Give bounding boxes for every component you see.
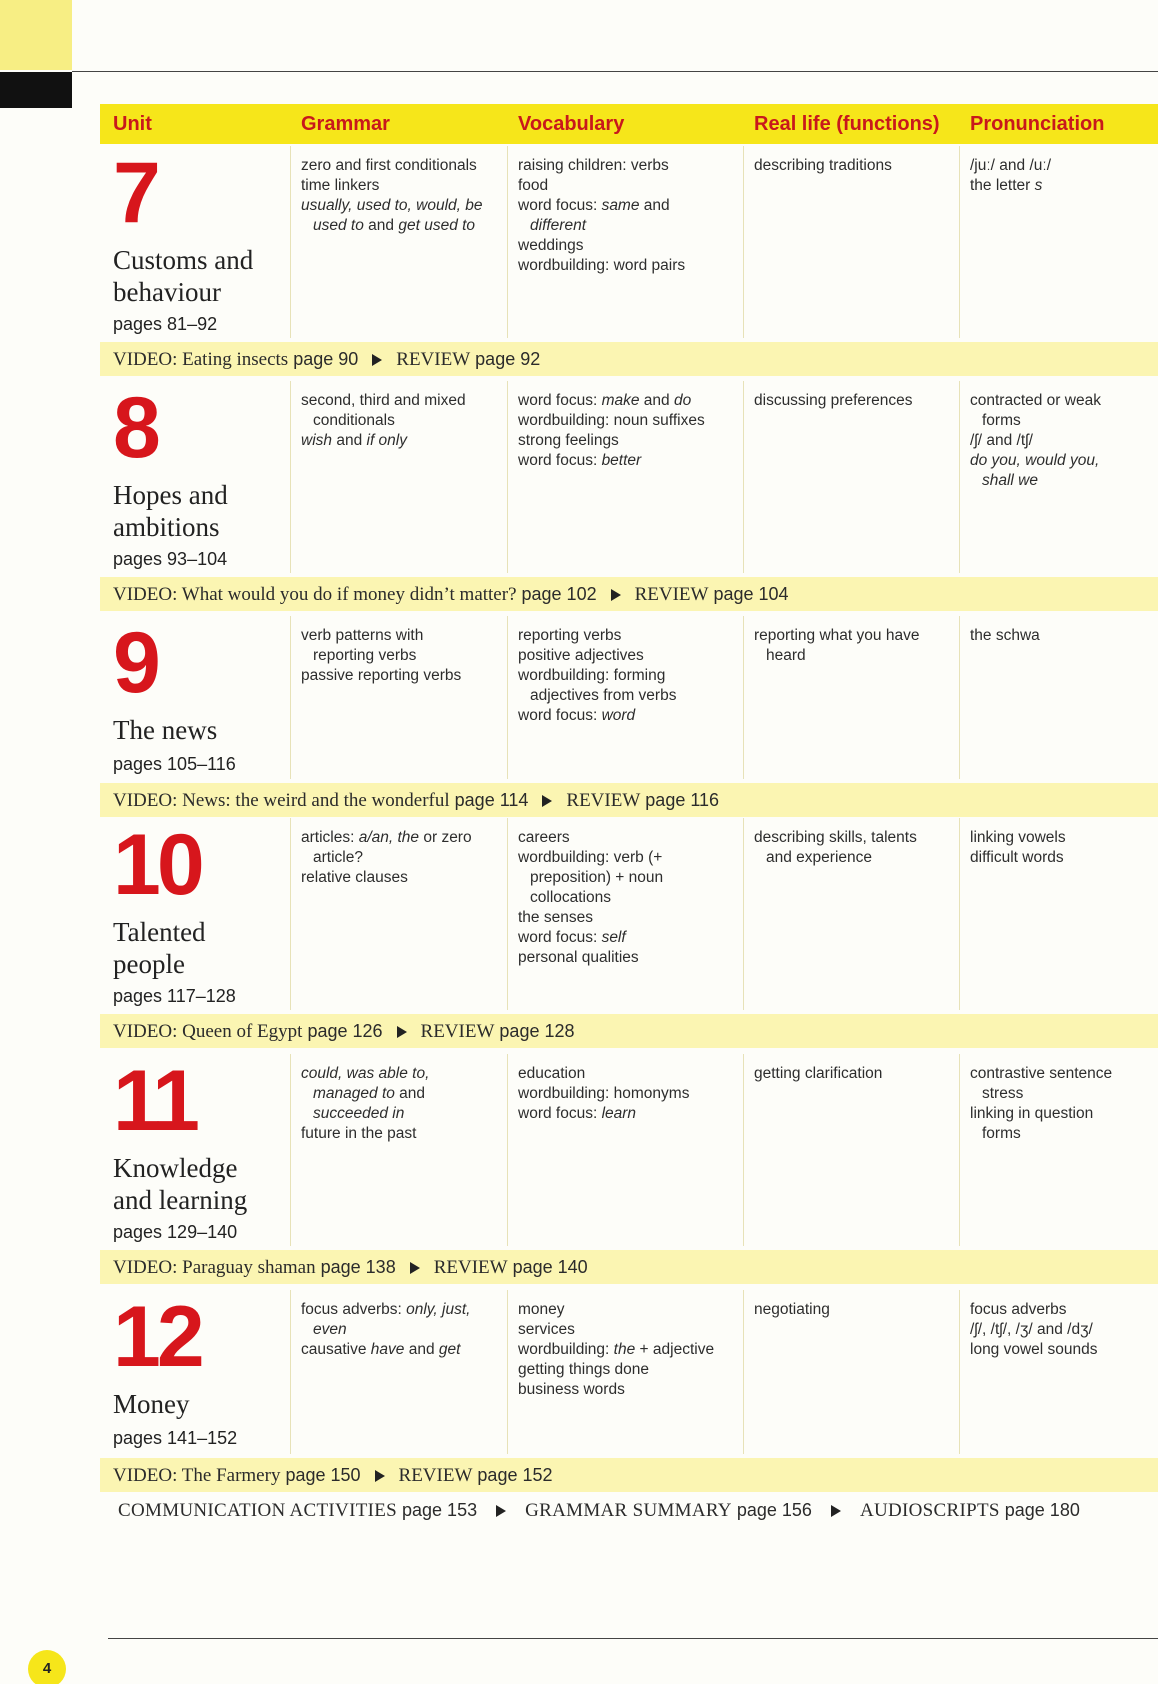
real-life-cell (754, 828, 917, 868)
video-title: VIDEO: Paraguay shaman (113, 1257, 316, 1278)
column-divider (743, 1290, 744, 1454)
grammar-cell (301, 391, 466, 451)
column-divider (959, 818, 960, 1010)
arrow-right-icon (831, 1505, 841, 1517)
column-divider (507, 1290, 508, 1454)
pronunciation-cell-line: shall we (982, 472, 1038, 489)
column-divider (743, 616, 744, 779)
real-life-cell (754, 156, 892, 176)
video-review-bar (100, 1458, 1158, 1492)
vocabulary-cell-line: word focus: word (518, 707, 636, 724)
real-life-cell (754, 626, 919, 666)
vocabulary-cell-line: positive adjectives (518, 647, 644, 664)
vocabulary-cell-line: raising children: verbs (518, 157, 669, 174)
column-divider (743, 381, 744, 573)
video-title: VIDEO: News: the weird and the wonderful (113, 790, 450, 811)
grammar-cell (301, 1300, 470, 1360)
column-divider (290, 616, 291, 779)
review-page: page 128 (499, 1021, 575, 1041)
vocabulary-cell-line: word focus: self (518, 929, 626, 946)
corner-yellow-tab (0, 0, 72, 70)
pronunciation-cell-line: linking in question (970, 1105, 1094, 1122)
vocabulary-cell (518, 828, 663, 968)
footer-grammar-page: page 156 (736, 1500, 812, 1520)
grammar-cell-line: even (313, 1321, 347, 1338)
pronunciation-cell-line: /ʃ/ and /tʃ/ (970, 432, 1033, 449)
pronunciation-cell-line: forms (982, 1125, 1021, 1142)
real-life-cell-line: describing skills, talents (754, 829, 917, 846)
vocabulary-cell-line: adjectives from verbs (530, 687, 677, 704)
table-header (100, 104, 1158, 144)
review-page: page 92 (475, 349, 541, 369)
video-review-bar (100, 342, 1158, 376)
unit-title: Customs and (113, 245, 254, 275)
unit-number: 8 (113, 380, 157, 476)
real-life-cell-line: heard (766, 647, 806, 664)
footer-audioscripts: AUDIOSCRIPTS (859, 1500, 1000, 1521)
vocabulary-cell-line: collocations (530, 889, 611, 906)
unit-title-line2: people (113, 949, 185, 979)
grammar-cell-line: usually, used to, would, be (301, 197, 483, 214)
pronunciation-cell-line: focus adverbs (970, 1301, 1067, 1318)
review-page: page 116 (645, 790, 720, 810)
pronunciation-cell-line: forms (982, 412, 1021, 429)
grammar-cell-line: passive reporting verbs (301, 667, 462, 684)
unit-title-line2: and learning (113, 1185, 248, 1215)
column-divider (959, 1290, 960, 1454)
vocabulary-cell-line: education (518, 1065, 586, 1082)
real-life-cell-line: and experience (766, 849, 872, 866)
unit-row (100, 818, 1158, 1008)
vocabulary-cell-line: money (518, 1301, 565, 1318)
unit-pages: pages 141–152 (113, 1428, 238, 1448)
unit-row (100, 381, 1158, 571)
column-divider (290, 1290, 291, 1454)
unit-row (100, 616, 1158, 806)
unit-title: Knowledge (113, 1153, 238, 1183)
real-life-cell-line: describing traditions (754, 157, 892, 174)
arrow-right-icon (611, 589, 621, 601)
grammar-cell-line: conditionals (313, 412, 395, 429)
pronunciation-cell-line: linking vowels (970, 829, 1066, 846)
vocabulary-cell-line: wordbuilding: forming (518, 667, 666, 684)
unit-title: Money (113, 1389, 190, 1419)
arrow-right-icon (496, 1505, 506, 1517)
column-divider (959, 616, 960, 779)
video-page: page 102 (521, 584, 597, 604)
pronunciation-cell (970, 626, 1040, 646)
header-grammar: Grammar (301, 113, 390, 135)
grammar-cell-line: causative have and get (301, 1341, 461, 1358)
video-title: VIDEO: Queen of Egypt (113, 1021, 303, 1042)
vocabulary-cell-line: personal qualities (518, 949, 639, 966)
unit-title-line2: ambitions (113, 512, 220, 542)
vocabulary-cell (518, 1064, 689, 1124)
vocabulary-cell-line: careers (518, 829, 570, 846)
real-life-cell (754, 1064, 882, 1084)
real-life-cell (754, 1300, 830, 1320)
header-pronunciation: Pronunciation (970, 113, 1105, 135)
arrow-right-icon (375, 1470, 385, 1482)
unit-number: 7 (113, 145, 157, 241)
unit-number: 11 (113, 1053, 196, 1149)
vocabulary-cell-line: wordbuilding: the + adjective (518, 1341, 715, 1358)
grammar-cell-line: future in the past (301, 1125, 417, 1142)
unit-title: The news (113, 715, 218, 745)
unit-title: Talented (113, 917, 206, 947)
real-life-cell-line: getting clarification (754, 1065, 883, 1082)
column-divider (507, 1054, 508, 1246)
pronunciation-cell (970, 156, 1051, 196)
grammar-cell-line: focus adverbs: only, just, (301, 1301, 471, 1318)
review-label: REVIEW (396, 349, 471, 370)
review-page: page 152 (477, 1465, 553, 1485)
pronunciation-cell-line: do you, would you, (970, 452, 1100, 469)
top-rule (72, 71, 1158, 72)
footer-grammar-summary: GRAMMAR SUMMARY (525, 1500, 732, 1521)
column-divider (743, 1054, 744, 1246)
vocabulary-cell-line: wordbuilding: word pairs (518, 257, 686, 274)
grammar-cell-line: used to and get used to (313, 217, 476, 234)
pronunciation-cell-line: stress (982, 1085, 1024, 1102)
unit-pages: pages 117–128 (113, 986, 236, 1006)
column-divider (507, 381, 508, 573)
grammar-cell-line: relative clauses (301, 869, 408, 886)
review-label: REVIEW (566, 790, 641, 811)
pronunciation-cell (970, 1300, 1098, 1360)
video-title: VIDEO: What would you do if money didn’t matter? (113, 584, 517, 605)
unit-pages: pages 93–104 (113, 549, 228, 569)
pronunciation-cell-line: the letter s (970, 177, 1043, 194)
video-title: VIDEO: The Farmery (113, 1465, 281, 1486)
corner-black-tab (0, 72, 72, 108)
video-review-bar (100, 1250, 1158, 1284)
page-number: 4 (28, 1650, 66, 1684)
pronunciation-cell (970, 1064, 1112, 1144)
header-real-life: Real life (functions) (754, 113, 940, 135)
bottom-rule (108, 1638, 1158, 1639)
footer-communication: COMMUNICATION ACTIVITIES (118, 1500, 397, 1521)
video-review-bar (100, 1014, 1158, 1048)
pronunciation-cell (970, 828, 1066, 868)
pronunciation-cell-line: /juː/ and /uː/ (970, 157, 1051, 174)
vocabulary-cell-line: word focus: same and (518, 197, 670, 214)
vocabulary-cell-line: different (530, 217, 587, 234)
column-divider (290, 1054, 291, 1246)
vocabulary-cell-line: services (518, 1321, 575, 1338)
review-page: page 104 (713, 584, 789, 604)
grammar-cell-line: articles: a/an, the or zero (301, 829, 472, 846)
unit-row (100, 1290, 1158, 1480)
pronunciation-cell-line: contrastive sentence (970, 1065, 1113, 1082)
real-life-cell-line: discussing preferences (754, 392, 913, 409)
unit-title-line2: behaviour (113, 277, 221, 307)
arrow-right-icon (410, 1262, 420, 1274)
unit-number: 9 (113, 615, 157, 711)
footer-links (118, 1500, 1080, 1522)
video-page: page 126 (307, 1021, 383, 1041)
pronunciation-cell-line: the schwa (970, 627, 1040, 644)
vocabulary-cell-line: word focus: better (518, 452, 642, 469)
grammar-cell-line: managed to and (313, 1085, 426, 1102)
footer-communication-page: page 153 (402, 1500, 478, 1520)
vocabulary-cell-line: weddings (518, 237, 584, 254)
video-page: page 90 (293, 349, 359, 369)
pronunciation-cell-line: long vowel sounds (970, 1341, 1098, 1358)
column-divider (290, 381, 291, 573)
pronunciation-cell (970, 391, 1101, 491)
grammar-cell (301, 626, 461, 686)
vocabulary-cell-line: preposition) + noun (530, 869, 664, 886)
video-page: page 114 (454, 790, 529, 810)
pronunciation-cell-line: difficult words (970, 849, 1064, 866)
pronunciation-cell-line: contracted or weak (970, 392, 1101, 409)
grammar-cell-line: second, third and mixed (301, 392, 466, 409)
grammar-cell-line: reporting verbs (313, 647, 417, 664)
column-divider (743, 818, 744, 1010)
vocabulary-cell-line: business words (518, 1381, 625, 1398)
vocabulary-cell-line: getting things done (518, 1361, 649, 1378)
vocabulary-cell-line: food (518, 177, 549, 194)
vocabulary-cell (518, 156, 685, 276)
unit-number: 12 (113, 1289, 201, 1385)
unit-pages: pages 105–116 (113, 754, 236, 774)
vocabulary-cell-line: wordbuilding: noun suffixes (518, 412, 705, 429)
column-divider (959, 1054, 960, 1246)
column-divider (959, 381, 960, 573)
vocabulary-cell-line: strong feelings (518, 432, 619, 449)
vocabulary-cell-line: the senses (518, 909, 593, 926)
arrow-right-icon (397, 1026, 407, 1038)
pronunciation-cell-line: /ʃ/, /tʃ/, /ʒ/ and /dʒ/ (970, 1321, 1093, 1338)
grammar-cell-line: succeeded in (313, 1105, 405, 1122)
column-divider (507, 818, 508, 1010)
review-page: page 140 (512, 1257, 588, 1277)
column-divider (507, 146, 508, 338)
grammar-cell-line: verb patterns with (301, 627, 424, 644)
vocabulary-cell-line: reporting verbs (518, 627, 622, 644)
unit-pages: pages 81–92 (113, 314, 218, 334)
vocabulary-cell (518, 626, 676, 726)
grammar-cell (301, 1064, 429, 1144)
unit-number: 10 (113, 817, 201, 913)
video-page: page 150 (285, 1465, 361, 1485)
unit-pages: pages 129–140 (113, 1222, 238, 1242)
real-life-cell-line: negotiating (754, 1301, 830, 1318)
video-page: page 138 (320, 1257, 396, 1277)
grammar-cell-line: zero and first conditionals (301, 157, 477, 174)
vocabulary-cell-line: word focus: learn (518, 1105, 637, 1122)
grammar-cell-line: time linkers (301, 177, 380, 194)
vocabulary-cell-line: wordbuilding: verb (+ (518, 849, 663, 866)
unit-row (100, 146, 1158, 336)
grammar-cell (301, 156, 483, 236)
arrow-right-icon (372, 354, 382, 366)
real-life-cell (754, 391, 913, 411)
real-life-cell-line: reporting what you have (754, 627, 920, 644)
unit-row (100, 1054, 1158, 1244)
grammar-cell-line: wish and if only (301, 432, 407, 449)
grammar-cell (301, 828, 472, 888)
column-divider (290, 146, 291, 338)
review-label: REVIEW (634, 584, 709, 605)
column-divider (290, 818, 291, 1010)
column-divider (743, 146, 744, 338)
vocabulary-cell (518, 1300, 714, 1400)
footer-audioscripts-page: page 180 (1004, 1500, 1080, 1520)
header-unit: Unit (113, 113, 152, 135)
review-label: REVIEW (433, 1257, 508, 1278)
vocabulary-cell (518, 391, 705, 471)
video-review-bar (100, 783, 1158, 817)
grammar-cell-line: article? (313, 849, 363, 866)
video-review-bar (100, 577, 1158, 611)
review-label: REVIEW (420, 1021, 495, 1042)
column-divider (507, 616, 508, 779)
video-title: VIDEO: Eating insects (113, 349, 289, 370)
header-vocabulary: Vocabulary (518, 113, 625, 135)
unit-title: Hopes and (113, 480, 228, 510)
review-label: REVIEW (398, 1465, 473, 1486)
vocabulary-cell-line: word focus: make and do (518, 392, 692, 409)
column-divider (959, 146, 960, 338)
arrow-right-icon (542, 795, 552, 807)
grammar-cell-line: could, was able to, (301, 1065, 430, 1082)
vocabulary-cell-line: wordbuilding: homonyms (518, 1085, 690, 1102)
